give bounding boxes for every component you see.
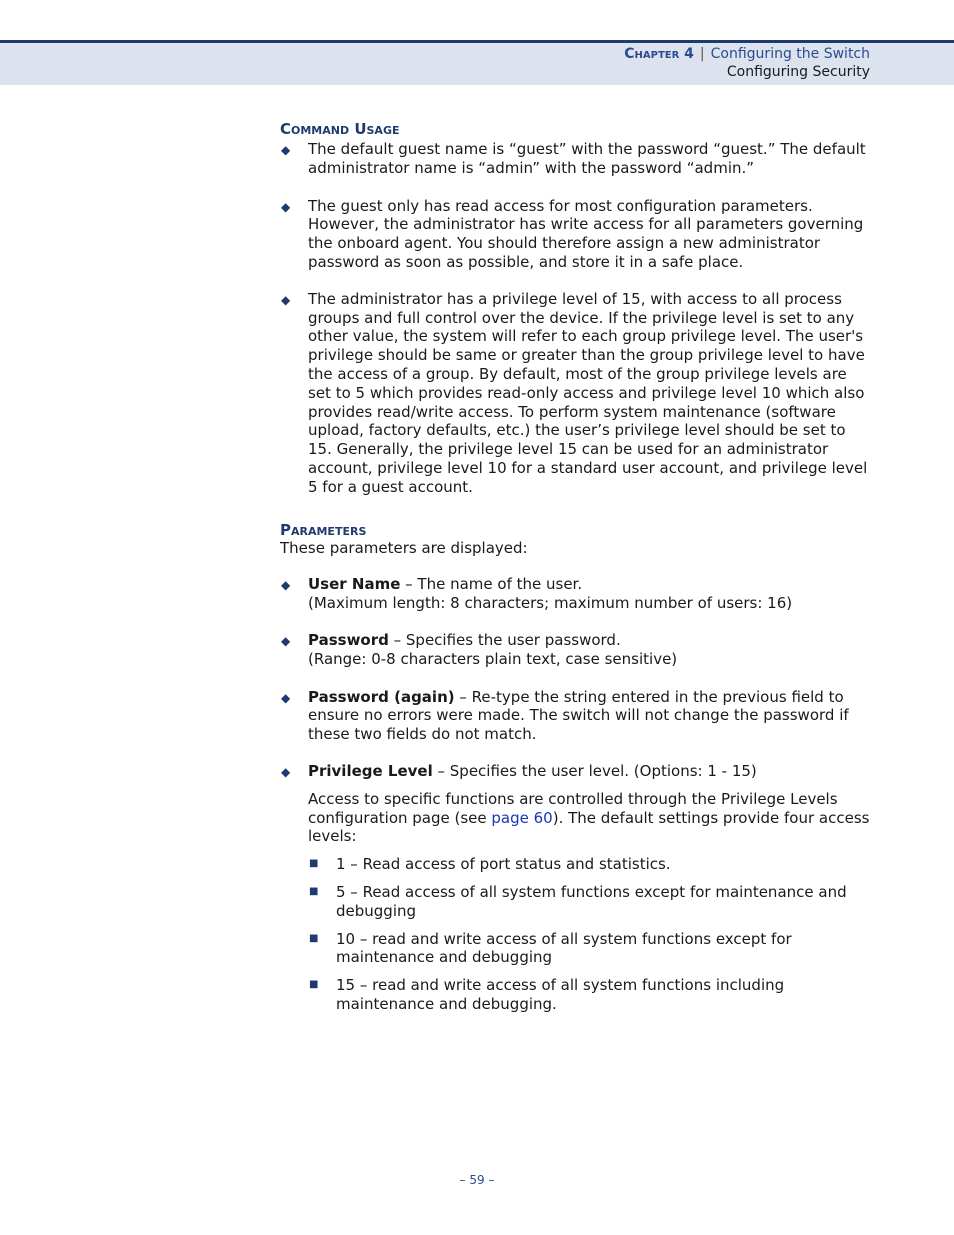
header-separator: | [699,46,705,62]
diamond-bullet-icon: ◆ [281,199,291,214]
privilege-levels-paragraph [280,790,872,846]
square-bullet-icon: ■ [309,932,319,944]
parameter-desc: – Re-type the string entered in the previous field to ensure no errors were made. The switch will not change the password if these two fields do not match. [308,687,849,744]
level-list-item [308,976,872,1014]
diamond-bullet-icon: ◆ [281,292,291,307]
diamond-bullet-icon: ◆ [281,143,291,157]
parameter-item-password [280,631,872,669]
parameter-desc: – Specifies the user level. (Options: 1 - 15) [432,761,757,780]
parameter-term: Privilege Level [308,761,433,780]
parameter-item-password-again [280,688,872,744]
bullet-text: The default guest name is “guest” with the password “guest.” The default administrator name is “admin” with the password “admin.” [308,140,866,177]
chapter-line [624,46,870,62]
parameter-item-privilege-level [280,762,872,781]
main-content [280,120,872,1014]
parameter-term: Password [308,630,389,649]
square-bullet-icon: ■ [309,858,319,870]
bullet-text: The guest only has read access for most configuration parameters. However, the administrator has write access for all parameters governing the onboard agent. You should therefore assign a new administrator password as soon as possible, and store it in a safe place. [308,196,864,271]
parameter-desc: – Specifies the user password. [388,630,621,649]
diamond-bullet-icon: ◆ [281,764,291,779]
level-list-item [308,855,872,874]
square-bullet-icon: ■ [309,885,319,897]
parameter-item-user-name [280,575,872,613]
diamond-bullet-icon: ◆ [281,578,291,593]
list-item [280,140,872,178]
level-list-item [308,883,872,921]
privilege-text: Access to specific functions are controlled through the Privilege Levels configuration page (see [308,789,838,827]
list-item [280,290,872,497]
level-text: 10 – read and write access of all system functions except for maintenance and debugging [336,929,792,967]
diamond-bullet-icon: ◆ [281,690,291,705]
diamond-bullet-icon: ◆ [281,633,291,648]
level-list-item [308,930,872,968]
parameter-term: Password (again) [308,687,455,706]
page-60-link[interactable]: page 60 [491,808,553,827]
parameter-note: (Range: 0-8 characters plain text, case sensitive) [308,649,678,668]
level-text: 5 – Read access of all system functions except for maintenance and debugging [336,882,847,920]
chapter-title: Configuring the Switch [710,46,870,62]
list-item [280,197,872,272]
privilege-text-end: ). The default settings provide four access levels: [308,808,870,846]
command-usage-heading: Command Usage [280,120,400,138]
square-bullet-icon: ■ [309,979,319,991]
parameters-heading: Parameters [280,520,367,539]
level-text: 15 – read and write access of all system functions including maintenance and debugging. [336,976,785,1013]
parameter-desc: – The name of the user. [400,575,583,594]
page-number: – 59 – [459,1173,495,1187]
bullet-text: The administrator has a privilege level of 15, with access to all process groups and full control over the device. If the privilege level is set to any other value, the system will refer to each group privilege level. The user's privilege should be same or greater than the group privilege level to have the access of a group. By default, most of the group privilege levels are set to 5 which provides read-only access and privilege level 10 which also provides read/write access. To perform system maintenance (software upload, factory defaults, etc.) the user’s privilege level should be set to 15. Generally, the privilege level 15 can be used for an administrator account, privilege level 10 for a standard user account, and privilege level 5 for a guest account. [308,289,868,496]
parameter-note: (Maximum length: 8 characters; maximum number of users: 16) [308,594,793,613]
section-title: Configuring Security [726,64,870,80]
page-header [0,40,954,85]
parameter-term: User Name [308,575,401,594]
chapter-label: Chapter 4 [624,46,694,62]
parameters-intro: These parameters are displayed: [280,538,528,557]
level-text: 1 – Read access of port status and statistics. [336,855,671,874]
